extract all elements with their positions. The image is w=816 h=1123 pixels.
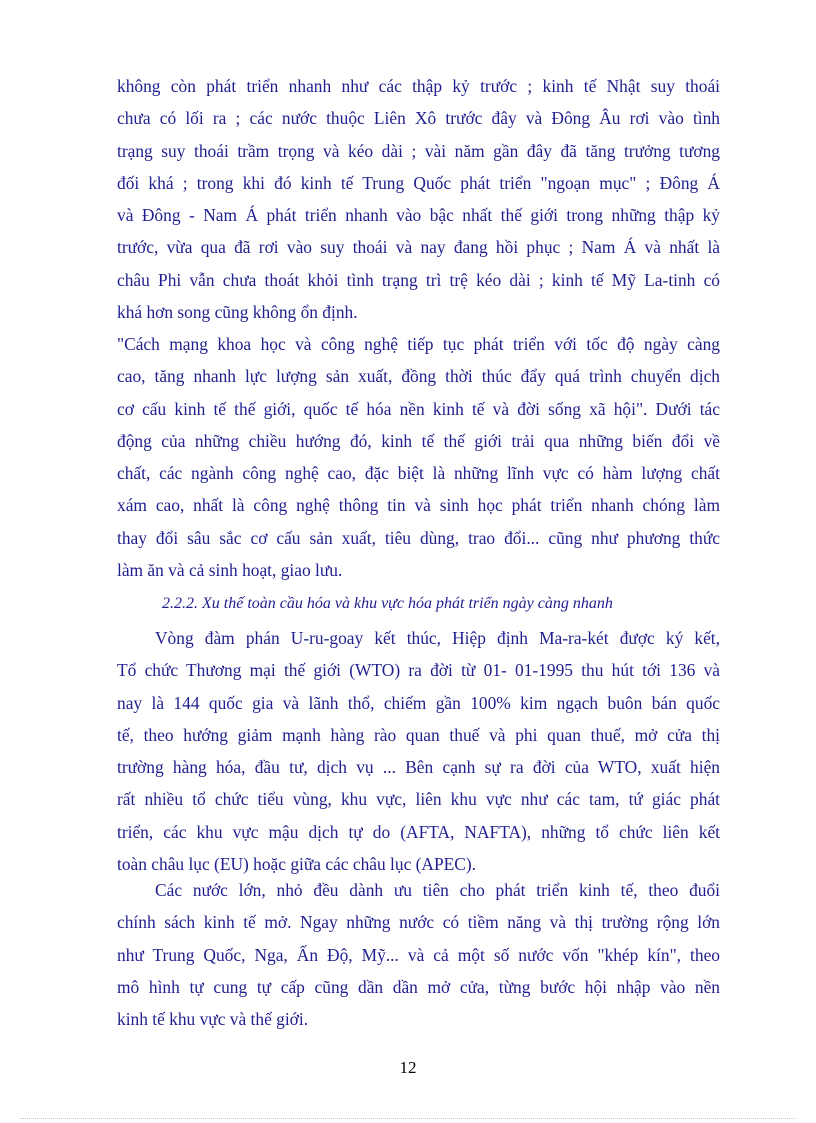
text-line: thay đổi sâu sắc cơ cấu sản xuất, tiêu dùng, trao đổi... cũng như phương thức [117, 527, 720, 548]
text-line: châu Phi vẫn chưa thoát khỏi tình trạng trì trệ kéo dài ; kinh tế Mỹ La-tinh có [117, 269, 720, 290]
text-line: mô hình tự cung tự cấp cũng dần dần mở cửa, từng bước hội nhập vào nền [117, 976, 720, 997]
text-line: rất nhiều tổ chức tiểu vùng, khu vực, liên khu vực như các tam, tứ giác phát [117, 789, 720, 810]
text-line: trường hàng hóa, đầu tư, dịch vụ ... Bên cạnh sự ra đời của WTO, xuất hiện [117, 757, 720, 778]
text-line: cơ cấu kinh tế thế giới, quốc tế hóa nền kinh tế và đời sống xã hội". Dưới tác [117, 398, 720, 419]
paragraph-1 [117, 70, 720, 328]
text-line: chất, các ngành công nghệ cao, đặc biệt là những lĩnh vực có hàm lượng chất [117, 463, 720, 484]
text-line: chưa có lối ra ; các nước thuộc Liên Xô trước đây và Đông Âu rơi vào tình [117, 108, 720, 129]
text-line: động của những chiều hướng đó, kinh tế thế giới trải qua những biến đổi về [117, 430, 720, 451]
text-line: tế, theo hướng giảm mạnh hàng rào quan thuế và phi quan thuế, mở cửa thị [117, 724, 720, 745]
paragraph-3 [117, 622, 720, 880]
paragraph-4 [117, 874, 720, 1035]
text-line: xám cao, nhất là công nghệ thông tin và sinh học phát triển nhanh chóng làm [117, 495, 720, 516]
text-line: triển, các khu vực mậu dịch tự do (AFTA, NAFTA), những tổ chức liên kết [117, 821, 720, 842]
text-line: toàn châu lục (EU) hoặc giữa các châu lục (APEC). [117, 854, 477, 875]
text-line: kinh tế khu vực và thế giới. [117, 1009, 309, 1030]
text-line: không còn phát triển nhanh như các thập kỷ trước ; kinh tế Nhật suy thoái [117, 76, 720, 96]
text-line: làm ăn và cả sinh hoạt, giao lưu. [117, 560, 343, 581]
section-heading: 2.2.2. Xu thế toàn cầu hóa và khu vực hóa phát triển ngày càng nhanh [162, 595, 613, 612]
text-line: "Cách mạng khoa học và công nghệ tiếp tục phát triển với tốc độ ngày càng [117, 334, 720, 354]
text-line: cao, tăng nhanh lực lượng sản xuất, đồng thời thúc đẩy quá trình chuyển dịch [117, 366, 720, 387]
text-line: Các nước lớn, nhỏ đều dành ưu tiên cho phát triển kinh tế, theo đuổi [155, 880, 720, 900]
text-line: Vòng đàm phán U-ru-goay kết thúc, Hiệp định Ma-ra-két được ký kết, [155, 628, 720, 648]
footer-divider [20, 1118, 796, 1119]
text-line: như Trung Quốc, Nga, Ấn Độ, Mỹ... và cả một số nước vốn "khép kín", theo [117, 944, 720, 965]
text-line: Tổ chức Thương mại thế giới (WTO) ra đời từ 01- 01-1995 thu hút tới 136 và [117, 660, 720, 681]
text-line: trước, vừa qua đã rơi vào suy thoái và nay đang hồi phục ; Nam Á và nhất là [117, 237, 720, 258]
text-line: và Đông - Nam Á phát triển nhanh vào bậc nhất thế giới trong những thập kỷ [117, 205, 720, 226]
text-line: chính sách kinh tế mở. Ngay những nước có tiềm năng và thị trường rộng lớn [117, 912, 720, 933]
text-line: đối khá ; trong khi đó kinh tế Trung Quốc phát triển "ngoạn mục" ; Đông Á [117, 172, 720, 193]
text-line: khá hơn song cũng không ổn định. [117, 302, 358, 323]
text-line: nay là 144 quốc gia và lãnh thổ, chiếm gần 100% kim ngạch buôn bán quốc [117, 692, 720, 713]
paragraph-2 [117, 328, 720, 586]
text-line: trạng suy thoái trầm trọng và kéo dài ; vài năm gần đây đã tăng trưởng tương [117, 140, 720, 161]
page-number: 12 [399, 1058, 417, 1077]
